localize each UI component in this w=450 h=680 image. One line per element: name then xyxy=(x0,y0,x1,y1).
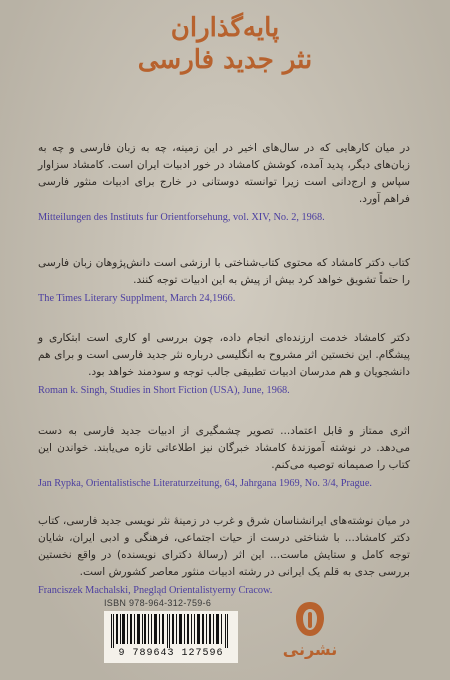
review-block xyxy=(38,513,410,598)
review-source: Jan Rypka, Orientalistische Literaturzeitung, 64, Jahrgana 1969, No. 3/4, Prague. xyxy=(38,478,372,489)
review-block xyxy=(38,330,410,398)
book-title xyxy=(0,12,450,76)
review-quote: در میان نوشته‌های ایرانشناسان شرق و غرب در زمینهٔ نثر نویسی جدید فارسی، کتاب دکتر کامشاد... با شناختی درست از حیات اجتماعی، فرهنگی و ادبی ایران، شایان توجه کامل و ستایش ماست... این اثر (رسالهٔ دکترای نویسنده) در واقع نخستین بررسی جدی به قلم یک ایرانی در رشته ادبیات منثور معاصر کشورش است. xyxy=(38,515,410,578)
reviews-section xyxy=(38,140,410,618)
barcode xyxy=(104,611,238,663)
review-quote: در میان کارهایی که در سال‌های اخیر در این زمینه، چه به زبان فارسی و چه به زبان‌های دیگر، پدید آمده، کوشش کامشاد در خور ادبیات ایران است. کامشاد سزاوار سپاس و ارج‌دانی است زیرا توانسته دوستانی در خارج برای ادبیات منثور فارسی فراهم آورد. xyxy=(38,142,410,205)
review-block xyxy=(38,255,410,306)
review-quote: اثری ممتاز و قابل اعتماد... تصویر چشمگیری از ادبیات جدید فارسی به دست می‌دهد. در نوشته آموزندهٔ کامشاد خبرگان نیز اطلاعاتی تازه می‌یابند. خواندن این کتاب را صمیمانه توصیه می‌کنم. xyxy=(38,425,410,471)
review-source: The Times Literary Supplment, March 24,1966. xyxy=(38,293,236,304)
review-block xyxy=(38,423,410,491)
review-source: Mitteilungen des Instituts fur Orientforsehung, vol. XIV, No. 2, 1968. xyxy=(38,212,325,223)
isbn-label: ISBN 978-964-312-759-6 xyxy=(104,598,212,608)
review-quote: دکتر کامشاد خدمت ارزنده‌ای انجام داده، چون بررسی او کاری است ابتکاری و پیشگام. این نخستین اثر مشروح به انگلیسی درباره نثر جدید فارسی است و برای هم دانشجویان و هم مدرسان ادبیات تطبیقی جالب توجه و سودمند خواهد بود. xyxy=(38,332,410,378)
barcode-bars xyxy=(109,614,233,648)
publisher-name: نشرنی xyxy=(282,640,338,659)
publisher-logo-icon xyxy=(292,600,328,638)
title-line-1: پایه‌گذاران xyxy=(170,13,280,43)
review-quote: کتاب دکتر کامشاد که محتوی کتاب‌شناختی با ارزشی است دانش‌پژوهان زبان فارسی را حتماً تشویق خواهد کرد بیش از پیش به این ادبیات توجه کنند. xyxy=(38,257,410,286)
barcode-number: 9 789643 127596 xyxy=(118,648,224,659)
review-source: Roman k. Singh, Studies in Short Fiction (USA), June, 1968. xyxy=(38,385,290,396)
review-source: Franciszek Machalski, Pnegląd Orientalistyerny Cracow. xyxy=(38,585,273,596)
review-block xyxy=(38,140,410,225)
title-line-2: نثر جدید فارسی xyxy=(137,45,313,75)
